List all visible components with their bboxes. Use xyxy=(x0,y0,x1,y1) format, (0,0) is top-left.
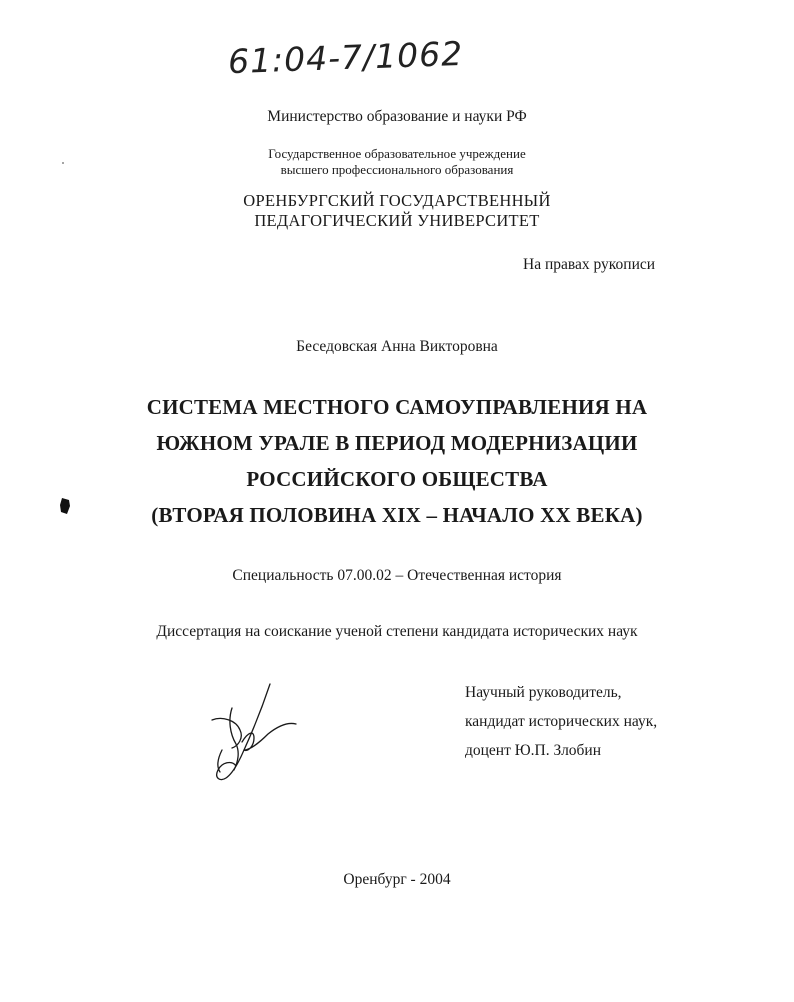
specialty: Специальность 07.00.02 – Отечественная история xyxy=(232,567,562,584)
title-line-1: СИСТЕМА МЕСТНОГО САМОУПРАВЛЕНИЯ НА xyxy=(146,395,648,419)
advisor-line-1: Научный руководитель, xyxy=(465,684,622,701)
institution-type xyxy=(0,146,794,178)
degree-statement: Диссертация на соискание ученой степени кандидата исторических наук xyxy=(156,623,638,640)
advisor-line-3: доцент Ю.П. Злобин xyxy=(465,742,602,759)
rights-note: На правах рукописи xyxy=(523,256,656,273)
dissertation-title xyxy=(0,389,794,533)
scientific-advisor xyxy=(465,678,657,765)
advisor-line-2: кандидат исторических наук, xyxy=(465,713,658,730)
university-line-2: ПЕДАГОГИЧЕСКИЙ УНИВЕРСИТЕТ xyxy=(254,211,540,230)
institution-line-1: Государственное образовательное учреждение xyxy=(268,146,526,161)
archive-code: 61:04-7/1062 xyxy=(227,33,464,82)
title-line-4: (ВТОРАЯ ПОЛОВИНА XIX – НАЧАЛО XX ВЕКА) xyxy=(151,503,643,527)
title-line-2: ЮЖНОМ УРАЛЕ В ПЕРИОД МОДЕРНИЗАЦИИ xyxy=(156,431,638,455)
title-line-3: РОССИЙСКОГО ОБЩЕСТВА xyxy=(246,467,548,491)
university-line-1: ОРЕНБУРГСКИЙ ГОСУДАРСТВЕННЫЙ xyxy=(243,191,551,210)
ink-blot-icon xyxy=(58,497,72,520)
city-year: Оренбург - 2004 xyxy=(343,871,451,888)
ministry-name: Министерство образование и науки РФ xyxy=(267,108,527,125)
author-name: Беседовская Анна Викторовна xyxy=(296,338,498,355)
institution-line-2: высшего профессионального образования xyxy=(280,162,514,177)
handwritten-signature-icon xyxy=(192,680,302,795)
university-name xyxy=(0,191,794,231)
